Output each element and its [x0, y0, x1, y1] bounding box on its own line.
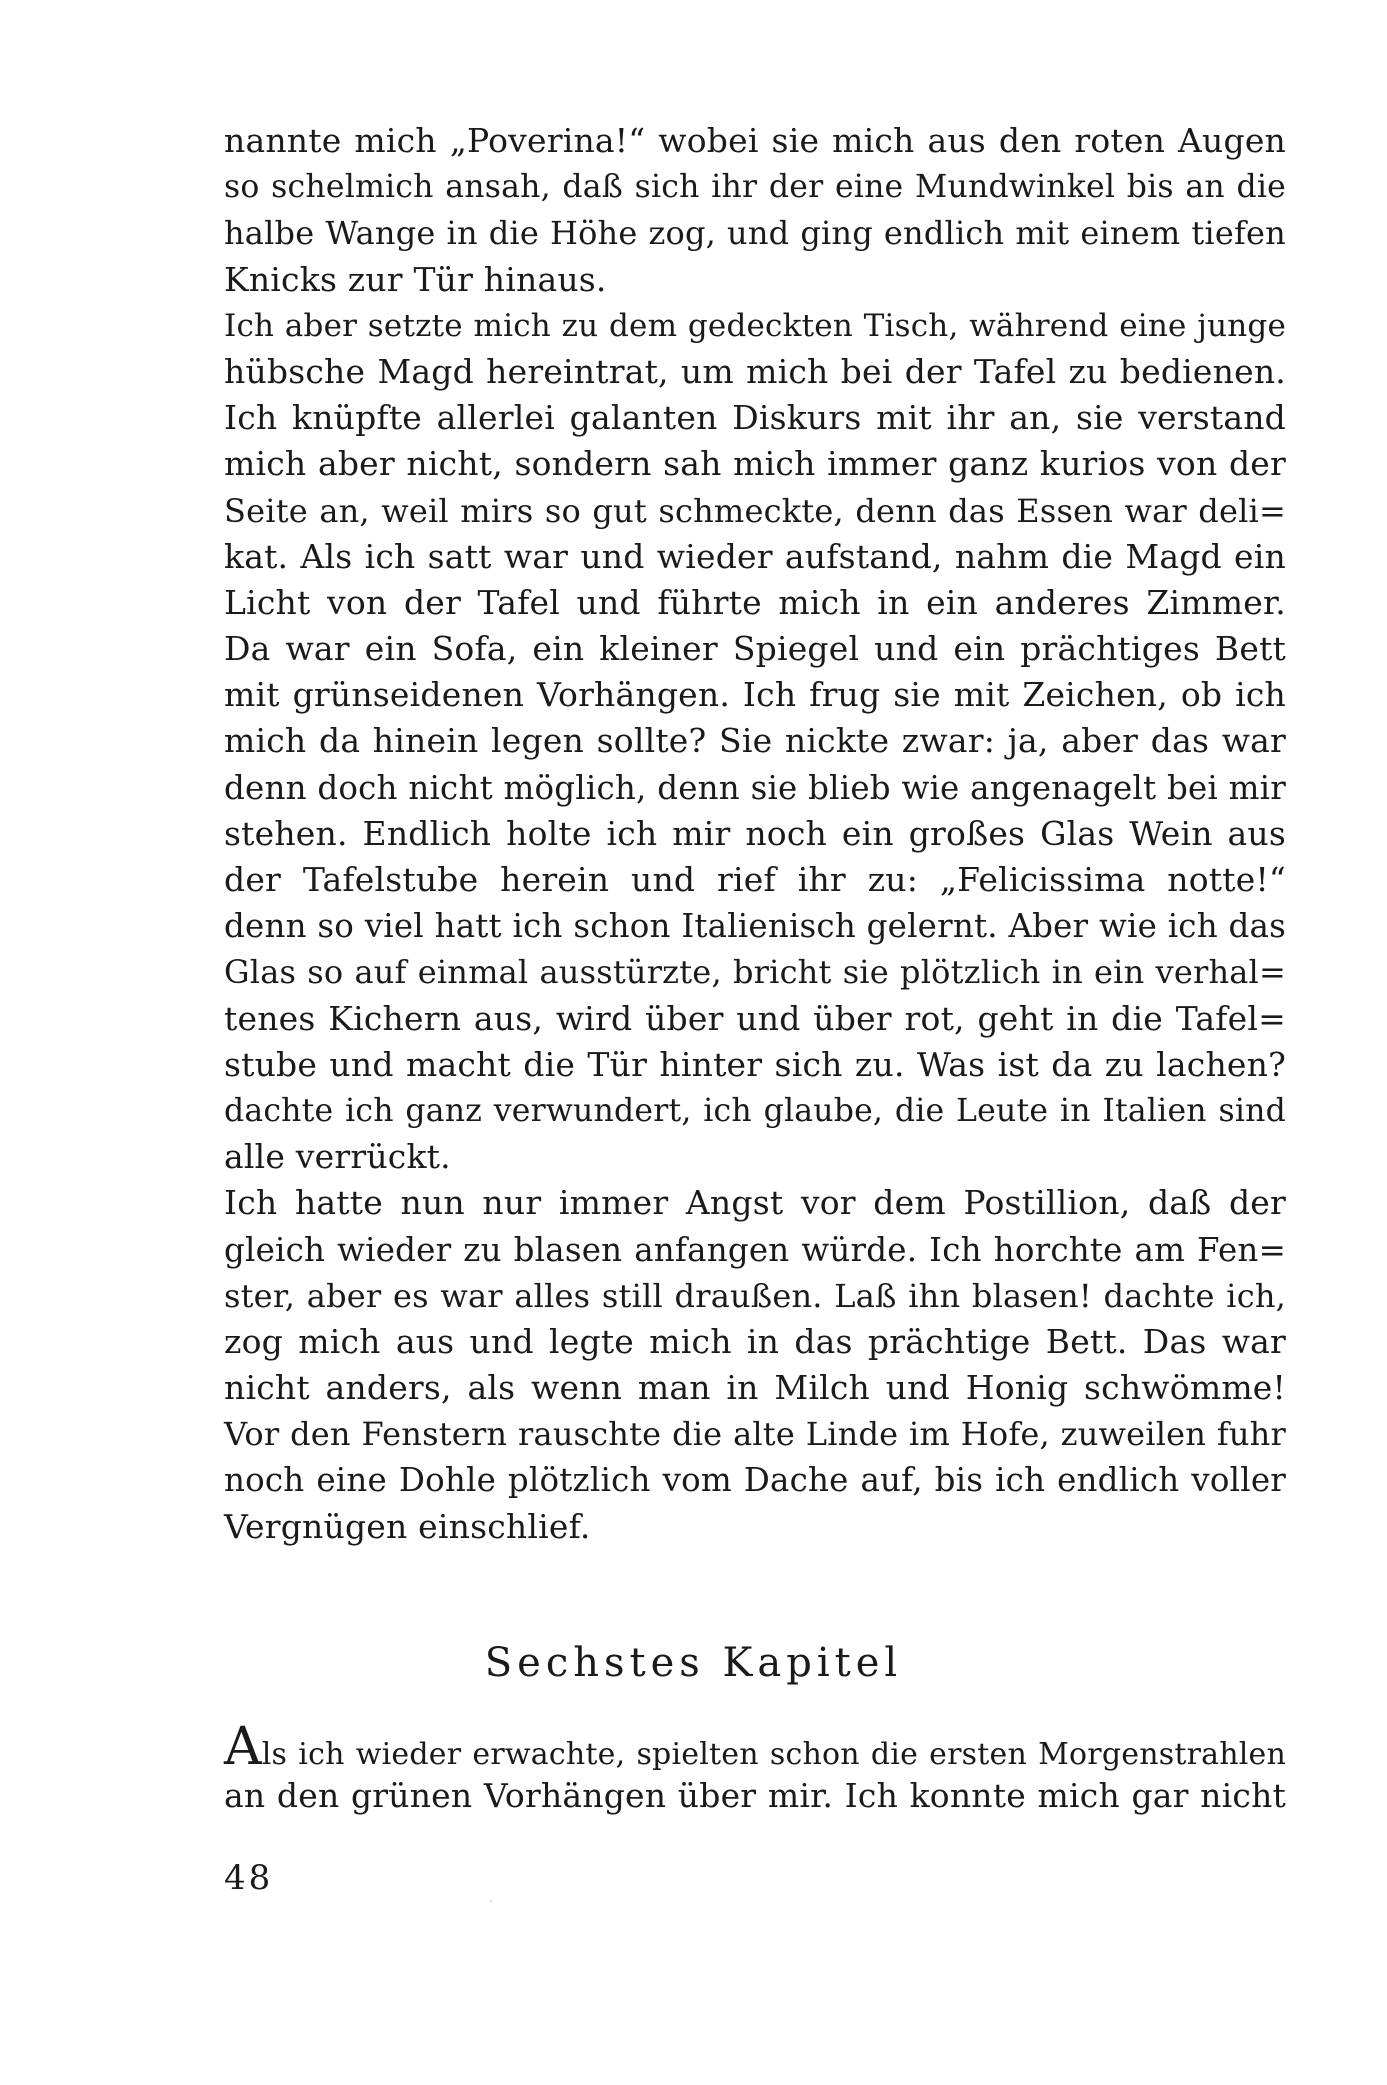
text-line: mit grünseidenen Vorhängen. Ich frug sie mit Zeichen, ob ich	[224, 675, 1286, 715]
text-line: dachte ich ganz verwundert, ich glaube, die Leute in Italien sind	[224, 1092, 1286, 1129]
text-line: Ich aber setzte mich zu dem gedeckten Tisch, während eine junge	[224, 307, 1286, 344]
text-line: an den grünen Vorhängen über mir. Ich konnte mich gar nicht	[224, 1776, 1286, 1816]
drop-cap: A	[224, 1717, 262, 1777]
text-line: nicht anders, als wenn man in Milch und Honig schwömme!	[224, 1368, 1286, 1408]
body-text	[224, 118, 1286, 1550]
text-line: Glas so auf einmal ausstürzte, bricht sie plötzlich in ein verhal=	[224, 953, 1286, 992]
text-line-rest: ls ich wieder erwachte, spielten schon die ersten Morgenstrahlen	[261, 1737, 1286, 1772]
text-line: so schelmich ansah, daß sich ihr der eine Mundwinkel bis an die	[224, 169, 1286, 206]
text-line: Knicks zur Tür hinaus.	[224, 259, 607, 299]
text-line: denn doch nicht möglich, denn sie blieb wie angenagelt bei mir	[224, 768, 1286, 807]
text-line: Vor den Fenstern rauschte die alte Linde im Hofe, zuweilen fuhr	[224, 1415, 1286, 1454]
text-line: Ich hatte nun nur immer Angst vor dem Postillion, daß der	[224, 1183, 1286, 1223]
paper-speck	[490, 1900, 492, 1902]
text-line	[224, 1717, 1286, 1777]
text-line: kat. Als ich satt war und wieder aufstand, nahm die Magd ein	[224, 536, 1286, 576]
text-line: Da war ein Sofa, ein kleiner Spiegel und ein prächtiges Bett	[224, 629, 1286, 669]
text-line: denn so viel hatt ich schon Italienisch gelernt. Aber wie ich das	[224, 907, 1286, 946]
text-line: Ich knüpfte allerlei galanten Diskurs mit ihr an, sie verstand	[224, 398, 1286, 438]
page-number: 48	[224, 1858, 274, 1898]
text-line: alle verrückt.	[224, 1137, 451, 1177]
text-line: tenes Kichern aus, wird über und über rot, geht in die Tafel=	[224, 998, 1286, 1038]
text-line: Licht von der Tafel und führte mich in ein anderes Zimmer.	[224, 582, 1286, 622]
text-line: Vergnügen einschlief.	[224, 1506, 591, 1546]
text-line: mich da hinein legen sollte? Sie nickte zwar: ja, aber das war	[224, 721, 1286, 761]
chapter-opening-text	[224, 1717, 1286, 1819]
text-line: nannte mich „Poverina!“ wobei sie mich aus den roten Augen	[224, 121, 1286, 160]
text-line: mich aber nicht, sondern sah mich immer ganz kurios von der	[224, 444, 1286, 484]
text-line: gleich wieder zu blasen anfangen würde. Ich horchte am Fen=	[224, 1230, 1286, 1269]
text-line: noch eine Dohle plötzlich vom Dache auf, bis ich endlich voller	[224, 1461, 1286, 1500]
text-line: stube und macht die Tür hinter sich zu. Was ist da zu lachen?	[224, 1044, 1286, 1084]
text-line: Seite an, weil mirs so gut schmeckte, denn das Essen war deli=	[224, 491, 1286, 530]
text-line: hübsche Magd hereintrat, um mich bei der Tafel zu bedienen.	[224, 351, 1286, 391]
text-line: zog mich aus und legte mich in das prächtige Bett. Das war	[224, 1321, 1286, 1361]
text-line: halbe Wange in die Höhe zog, und ging endlich mit einem tiefen	[224, 214, 1286, 253]
chapter-heading: Sechstes Kapitel	[484, 1640, 903, 1686]
text-line: der Tafelstube herein und rief ihr zu: „Felicissima notte!“	[224, 860, 1286, 899]
text-line: ster, aber es war alles still draußen. Laß ihn blasen! dachte ich,	[224, 1276, 1286, 1315]
text-line: stehen. Endlich holte ich mir noch ein großes Glas Wein aus	[224, 813, 1286, 853]
